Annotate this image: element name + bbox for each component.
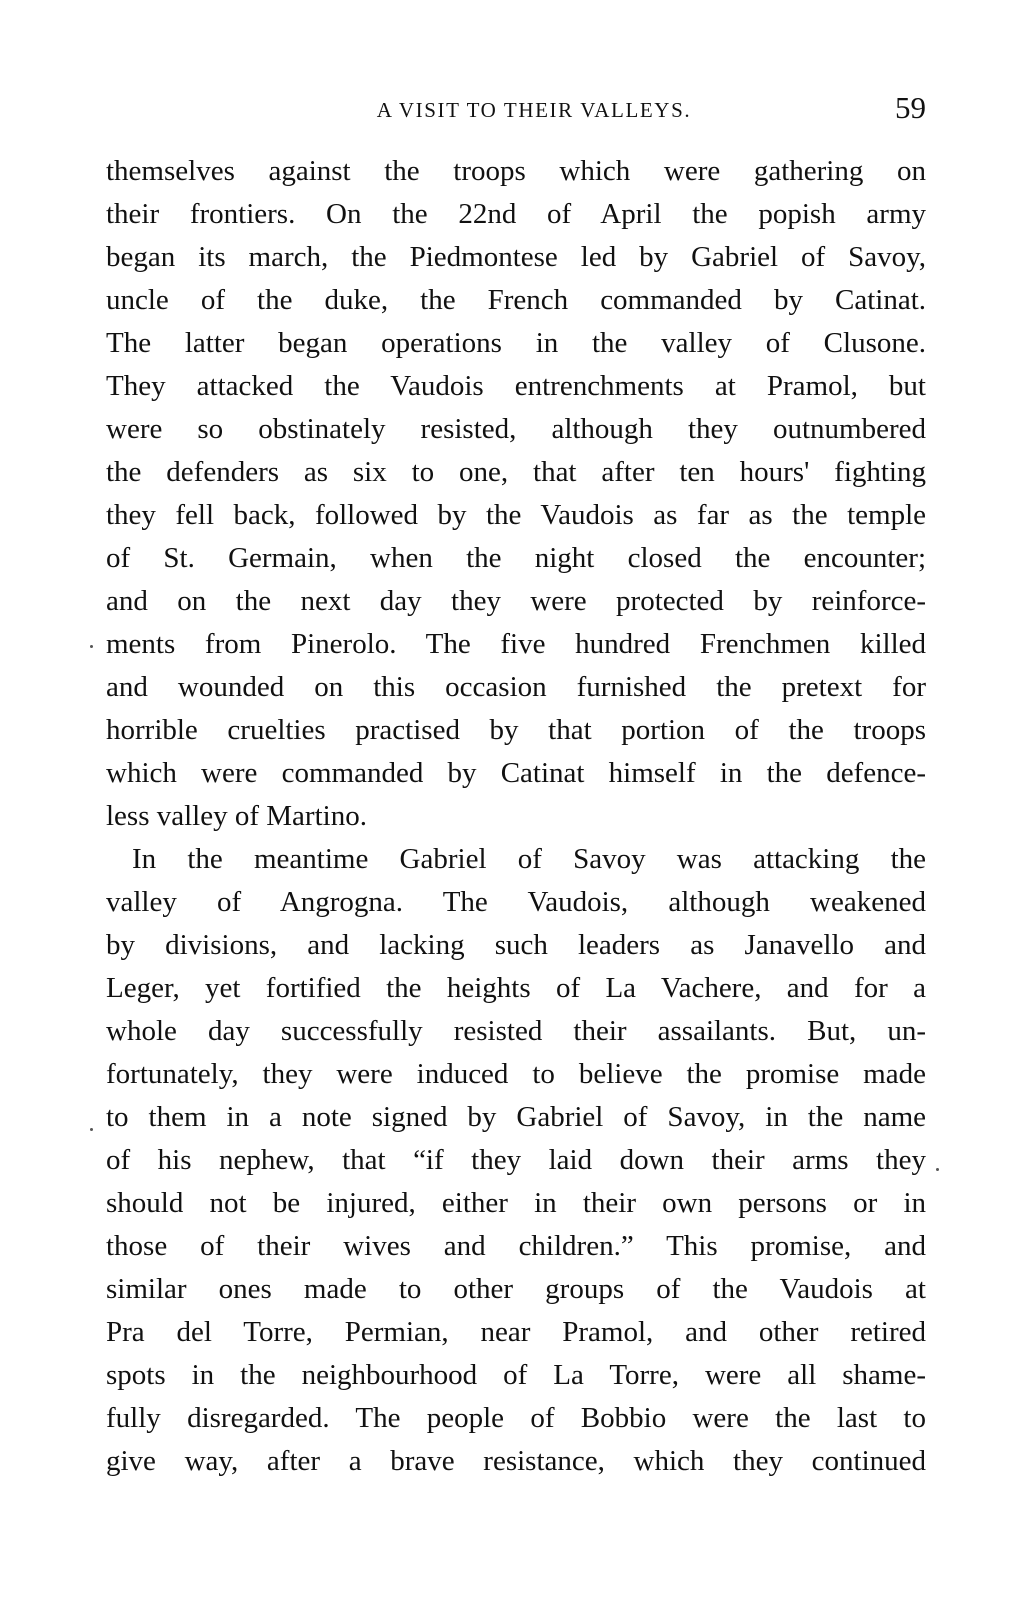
text-line: of St. Germain, when the night closed the encounter; <box>106 542 926 574</box>
text-line: by divisions, and lacking such leaders as Janavello and <box>106 929 926 961</box>
margin-speck <box>936 1168 939 1171</box>
text-line: their frontiers. On the 22nd of April the popish army <box>106 198 926 230</box>
body-text <box>106 150 926 1483</box>
text-line: The latter began operations in the valley of Clusone. <box>106 327 926 359</box>
text-line: those of their wives and children.” This promise, and <box>106 1230 926 1262</box>
paragraph-1 <box>106 150 926 838</box>
text-line: Leger, yet fortified the heights of La Vachere, and for a <box>106 972 926 1004</box>
text-line: horrible cruelties practised by that portion of the troops <box>106 714 926 746</box>
text-line: to them in a note signed by Gabriel of Savoy, in the name <box>106 1101 926 1133</box>
text-line: fully disregarded. The people of Bobbio were the last to <box>106 1402 926 1434</box>
margin-speck <box>90 645 93 648</box>
text-line: they fell back, followed by the Vaudois as far as the temple <box>106 499 926 531</box>
text-line: give way, after a brave resistance, which they continued <box>106 1445 926 1477</box>
text-line: Pra del Torre, Permian, near Pramol, and other retired <box>106 1316 926 1348</box>
text-line: similar ones made to other groups of the Vaudois at <box>106 1273 926 1305</box>
text-line: began its march, the Piedmontese led by Gabriel of Savoy, <box>106 241 926 273</box>
text-line: fortunately, they were induced to believe the promise made <box>106 1058 926 1090</box>
text-line: which were commanded by Catinat himself in the defence- <box>106 757 926 789</box>
running-title: A VISIT TO THEIR VALLEYS. <box>376 98 692 122</box>
text-line: were so obstinately resisted, although they outnumbered <box>106 413 926 445</box>
running-head <box>106 88 926 128</box>
text-line: spots in the neighbourhood of La Torre, were all shame- <box>106 1359 926 1391</box>
text-line: ments from Pinerolo. The five hundred Frenchmen killed <box>106 628 926 660</box>
text-line: themselves against the troops which were gathering on <box>106 155 926 187</box>
page-number: 59 <box>895 90 926 125</box>
text-line: the defenders as six to one, that after ten hours' fighting <box>106 456 926 488</box>
text-line: of his nephew, that “if they laid down their arms they <box>106 1144 926 1176</box>
text-line: They attacked the Vaudois entrenchments at Pramol, but <box>106 370 926 402</box>
text-line: and wounded on this occasion furnished the pretext for <box>106 671 926 703</box>
text-line: In the meantime Gabriel of Savoy was attacking the <box>132 843 926 875</box>
text-line: and on the next day they were protected by reinforce- <box>106 585 926 617</box>
paragraph-2 <box>106 838 926 1483</box>
text-line: valley of Angrogna. The Vaudois, although weakened <box>106 886 926 918</box>
text-line: less valley of Martino. <box>106 800 367 832</box>
text-line: uncle of the duke, the French commanded by Catinat. <box>106 284 926 316</box>
margin-speck <box>90 1128 93 1131</box>
text-line: whole day successfully resisted their assailants. But, un- <box>106 1015 926 1047</box>
text-line: should not be injured, either in their own persons or in <box>106 1187 926 1219</box>
